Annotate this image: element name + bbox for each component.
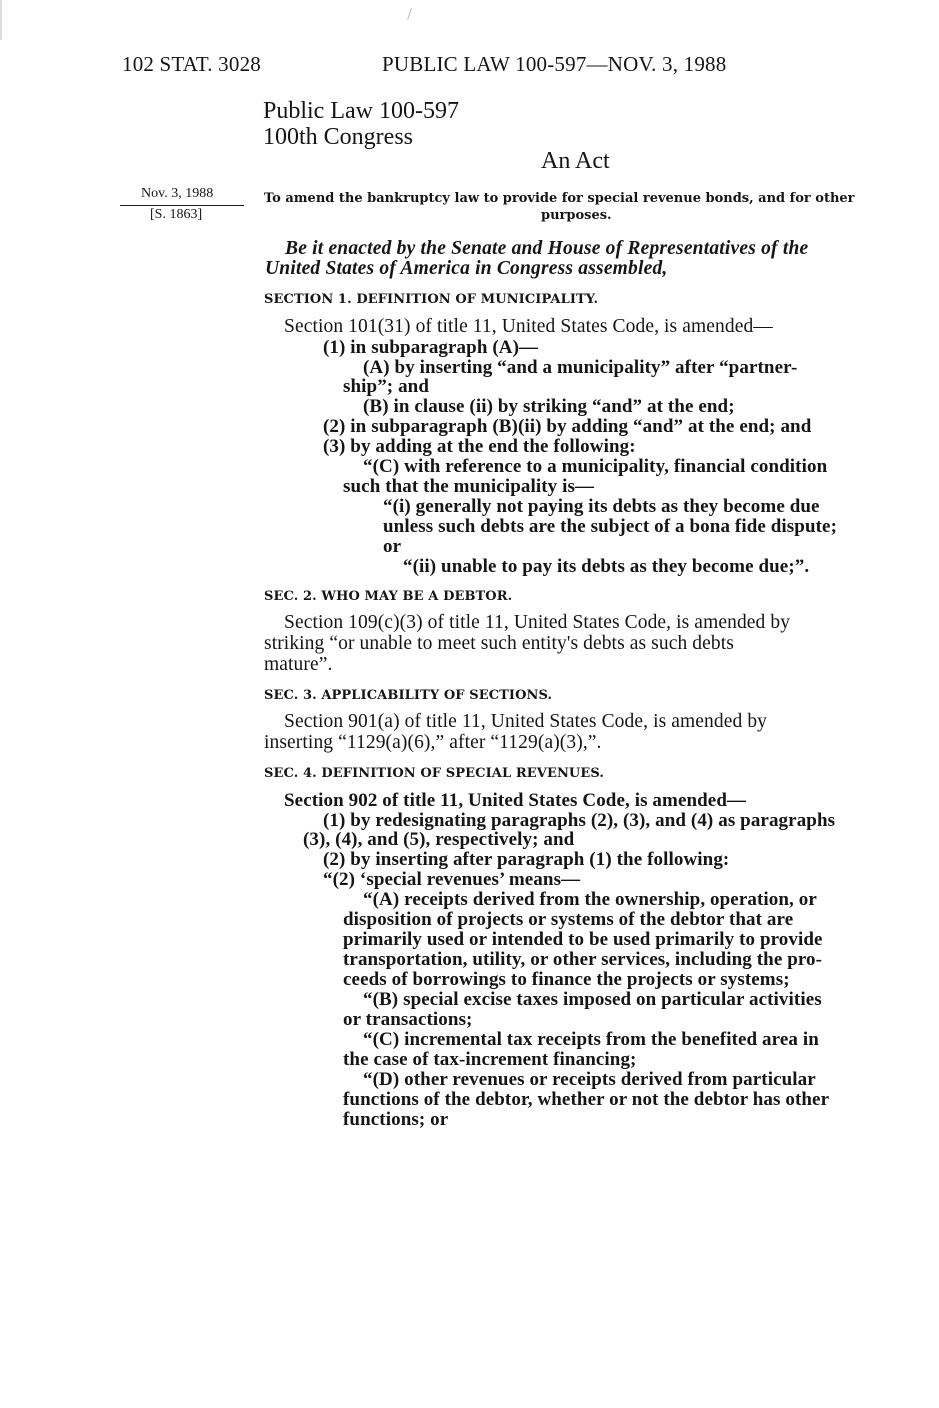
section-4-line: (3), (4), and (5), respectively; and (303, 829, 575, 850)
section-3-line: inserting “1129(a)(6),” after “1129(a)(3),”. (264, 732, 602, 753)
section-4-line: Section 902 of title 11, United States Code, is amended— (284, 790, 747, 811)
section-4-line: the case of tax-increment financing; (343, 1049, 637, 1070)
section-1-line: (A) by inserting “and a municipality” after “partner- (363, 357, 798, 378)
section-2-line: mature”. (264, 654, 333, 675)
section-3-line: Section 901(a) of title 11, United States Code, is amended by (284, 711, 768, 732)
enacting-clause-line-2: United States of America in Congress assembled, (265, 258, 668, 279)
section-1-line: (B) in clause (ii) by striking “and” at the end; (363, 396, 735, 417)
section-4-line: “(2) ‘special revenues’ means— (323, 869, 581, 890)
section-2-line: Section 109(c)(3) of title 11, United States Code, is amended by (284, 612, 791, 633)
section-4-line: primarily used or intended to be used primarily to provide (343, 929, 823, 950)
section-4-line: ceeds of borrowings to finance the projects or systems; (343, 969, 790, 990)
section-1-line: “(i) generally not paying its debts as they become due (383, 496, 820, 517)
purpose-line-1: To amend the bankruptcy law to provide for special revenue bonds, and for other (264, 191, 855, 206)
section-3-heading: SEC. 3. APPLICABILITY OF SECTIONS. (264, 688, 553, 703)
section-4-line: “(A) receipts derived from the ownership, operation, or (363, 889, 817, 910)
margin-rule (120, 205, 244, 206)
running-head-law-date: PUBLIC LAW 100-597—NOV. 3, 1988 (382, 52, 727, 76)
section-1-heading: SECTION 1. DEFINITION OF MUNICIPALITY. (264, 292, 599, 307)
section-1-line: “(ii) unable to pay its debts as they become due;”. (403, 556, 810, 577)
section-1-line: (1) in subparagraph (A)— (323, 337, 539, 358)
congress-number: 100th Congress (263, 124, 413, 150)
section-1-line: (3) by adding at the end the following: (323, 436, 636, 457)
section-4-line: “(B) special excise taxes imposed on particular activities (363, 989, 822, 1010)
section-4-heading: SEC. 4. DEFINITION OF SPECIAL REVENUES. (264, 766, 605, 781)
section-4-line: disposition of projects or systems of the debtor that are (343, 909, 794, 930)
section-1-line: Section 101(31) of title 11, United States Code, is amended— (284, 316, 773, 337)
section-1-line: (2) in subparagraph (B)(ii) by adding “and” at the end; and (323, 416, 812, 437)
section-4-line: “(C) incremental tax receipts from the benefited area in (363, 1029, 819, 1050)
section-4-line: transportation, utility, or other services, including the pro- (343, 949, 823, 970)
section-4-line: or transactions; (343, 1009, 473, 1030)
section-4-line: functions of the debtor, whether or not the debtor has other (343, 1089, 830, 1110)
section-4-line: “(D) other revenues or receipts derived from particular (363, 1069, 816, 1090)
section-4-line: functions; or (343, 1109, 449, 1130)
margin-bill-number: [S. 1863] (150, 207, 203, 222)
section-1-line: or (383, 536, 402, 557)
section-4-line: (1) by redesignating paragraphs (2), (3), and (4) as paragraphs (323, 810, 836, 831)
public-law-number: Public Law 100-597 (263, 98, 459, 124)
section-2-heading: SEC. 2. WHO MAY BE A DEBTOR. (264, 589, 513, 604)
margin-date: Nov. 3, 1988 (141, 186, 214, 201)
section-1-line: “(C) with reference to a municipality, financial condition (363, 456, 828, 477)
section-1-line: such that the municipality is— (343, 476, 595, 497)
stat-page-number: 102 STAT. 3028 (122, 52, 261, 76)
section-1-line: ship”; and (343, 376, 430, 397)
section-2-line: striking “or unable to meet such entity's debts as such debts (264, 633, 734, 654)
scan-mark-artifact (407, 8, 412, 20)
section-1-line: unless such debts are the subject of a bona fide dispute; (383, 516, 838, 537)
purpose-line-2: purposes. (541, 208, 612, 223)
scan-edge-artifact (0, 0, 2, 40)
enacting-clause-line-1: Be it enacted by the Senate and House of Representatives of the (285, 238, 809, 259)
section-4-line: (2) by inserting after paragraph (1) the following: (323, 849, 730, 870)
an-act-label: An Act (541, 148, 610, 174)
